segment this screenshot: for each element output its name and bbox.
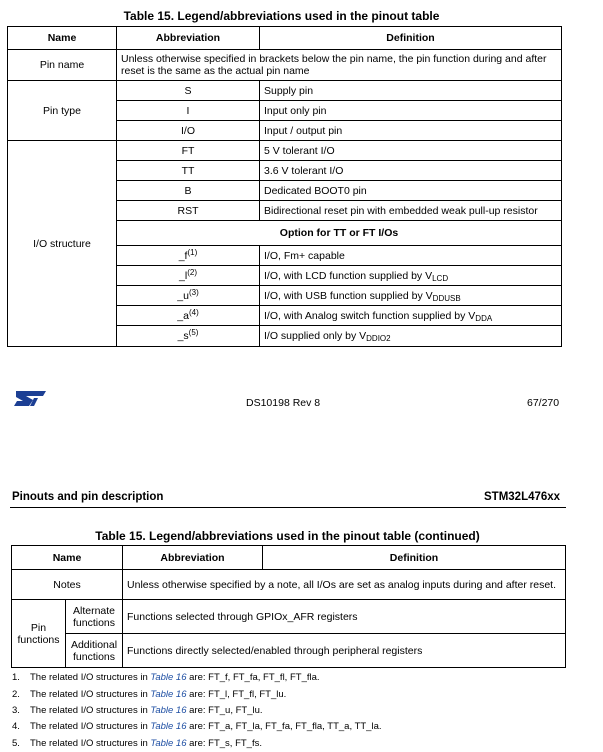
footnote: [12, 735, 262, 752]
abbr-cell: S: [117, 81, 260, 101]
row-name-pin-type: Pin type: [8, 81, 117, 141]
def-cell: Dedicated BOOT0 pin: [260, 181, 562, 201]
footnote-ref: (1): [187, 247, 198, 257]
table-link[interactable]: Table 16: [150, 689, 187, 700]
def-cell: 3.6 V tolerant I/O: [260, 161, 562, 181]
option-abbr: _f: [178, 249, 188, 262]
def-cell: Input / output pin: [260, 121, 562, 141]
voltage-subscript: DDA: [475, 313, 493, 323]
footnote-text: The related I/O structures in: [30, 672, 151, 683]
st-logo: [12, 389, 48, 407]
footnote-number: 5.: [12, 738, 20, 749]
option-abbr: _l: [179, 269, 188, 282]
voltage-subscript: DDIO2: [366, 334, 391, 343]
legend-table-continued: [11, 545, 566, 668]
footnote: [12, 702, 263, 719]
def-cell: Bidirectional reset pin with embedded weak pull-up resistor: [260, 201, 562, 221]
abbr-cell: Additional functions: [66, 634, 123, 668]
footnote-text: are: FT_u, FT_lu.: [186, 705, 263, 716]
header-rule: [10, 507, 566, 508]
option-abbr: _s: [177, 330, 189, 342]
footnote-number: 2.: [12, 689, 20, 700]
table-link[interactable]: Table 16: [150, 721, 187, 732]
legend-table: [7, 26, 562, 347]
footnote-ref: (5): [188, 328, 199, 337]
pin-name-definition: Unless otherwise specified in brackets below the pin name, the pin function during and after reset is the same as the actual pin name: [117, 50, 562, 81]
voltage-subscript: DDUSB: [432, 293, 461, 303]
option-subheader: Option for TT or FT I/Os: [117, 221, 562, 246]
footnote: [12, 686, 286, 703]
def-cell: [260, 326, 562, 347]
option-def: I/O supplied only by V: [264, 330, 367, 342]
footnote-text: are: FT_f, FT_fa, FT_fl, FT_fla.: [186, 672, 320, 683]
row-name-notes: Notes: [12, 570, 123, 600]
option-abbr-cell: [117, 286, 260, 306]
footnote-number: 4.: [12, 721, 20, 732]
option-abbr-cell: [117, 306, 260, 326]
col-header-name: Name: [12, 546, 123, 570]
abbr-cell: TT: [117, 161, 260, 181]
footnote-text: The related I/O structures in: [30, 689, 151, 700]
col-header-abbreviation: Abbreviation: [117, 27, 260, 50]
def-cell: [260, 306, 562, 326]
page-number: 67/270: [527, 397, 560, 409]
footnote-text: are: FT_a, FT_la, FT_fa, FT_fla, TT_a, TT_la.: [186, 721, 382, 732]
option-abbr-cell: [117, 266, 260, 286]
option-abbr-cell: [117, 326, 260, 347]
footnote-text: The related I/O structures in: [30, 705, 151, 716]
footnote-number: 1.: [12, 672, 20, 683]
def-cell: Supply pin: [260, 81, 562, 101]
def-cell: 5 V tolerant I/O: [260, 141, 562, 161]
row-name-pin-name: Pin name: [8, 50, 117, 81]
abbr-cell: RST: [117, 201, 260, 221]
footnote-number: 3.: [12, 705, 20, 716]
product-name: STM32L476xx: [484, 491, 561, 503]
abbr-cell: FT: [117, 141, 260, 161]
voltage-subscript: LCD: [432, 273, 449, 283]
option-def: I/O, with USB function supplied by V: [264, 289, 433, 302]
option-abbr: _a: [177, 309, 189, 322]
option-def: I/O, with Analog switch function supplied by V: [264, 309, 476, 322]
col-header-abbreviation: Abbreviation: [123, 546, 263, 570]
option-abbr-cell: [117, 246, 260, 266]
table-link[interactable]: Table 16: [150, 738, 187, 749]
abbr-cell: I: [117, 101, 260, 121]
abbr-cell: I/O: [117, 121, 260, 141]
footnote-ref: (2): [187, 267, 197, 277]
row-name-io-structure: I/O structure: [8, 141, 117, 347]
col-header-definition: Definition: [260, 27, 562, 50]
option-abbr: _u: [177, 289, 189, 302]
footnote-text: are: FT_l, FT_fl, FT_lu.: [186, 689, 287, 700]
footnote-text: are: FT_s, FT_fs.: [186, 738, 262, 749]
footnote-text: The related I/O structures in: [30, 738, 151, 749]
def-cell: Functions directly selected/enabled through peripheral registers: [123, 634, 566, 668]
table-title-continued: Table 15. Legend/abbreviations used in the pinout table (continued): [95, 529, 480, 543]
col-header-definition: Definition: [263, 546, 566, 570]
doc-id: DS10198 Rev 8: [246, 397, 321, 409]
row-name-pin-functions: Pin functions: [12, 600, 66, 668]
abbr-cell: Alternate functions: [66, 600, 123, 634]
footnote-ref: (3): [188, 287, 199, 297]
abbr-cell: B: [117, 181, 260, 201]
footnote-ref: (4): [188, 307, 199, 317]
table-link[interactable]: Table 16: [150, 705, 187, 716]
def-cell: [260, 286, 562, 306]
notes-definition: Unless otherwise specified by a note, all I/Os are set as analog inputs during and after reset.: [123, 570, 566, 600]
def-cell: Input only pin: [260, 101, 562, 121]
footnote: [12, 718, 382, 735]
table-title: Table 15. Legend/abbreviations used in the pinout table: [123, 9, 440, 23]
def-cell: Functions selected through GPIOx_AFR registers: [123, 600, 566, 634]
def-cell: [260, 266, 562, 286]
section-title: Pinouts and pin description: [12, 491, 164, 503]
footnote: [12, 669, 320, 686]
footnote-text: The related I/O structures in: [30, 721, 151, 732]
option-def: I/O, with LCD function supplied by V: [264, 269, 433, 282]
col-header-name: Name: [8, 27, 117, 50]
def-cell: [260, 246, 562, 266]
option-def: I/O, Fm+ capable: [264, 249, 345, 262]
table-link[interactable]: Table 16: [150, 672, 187, 683]
